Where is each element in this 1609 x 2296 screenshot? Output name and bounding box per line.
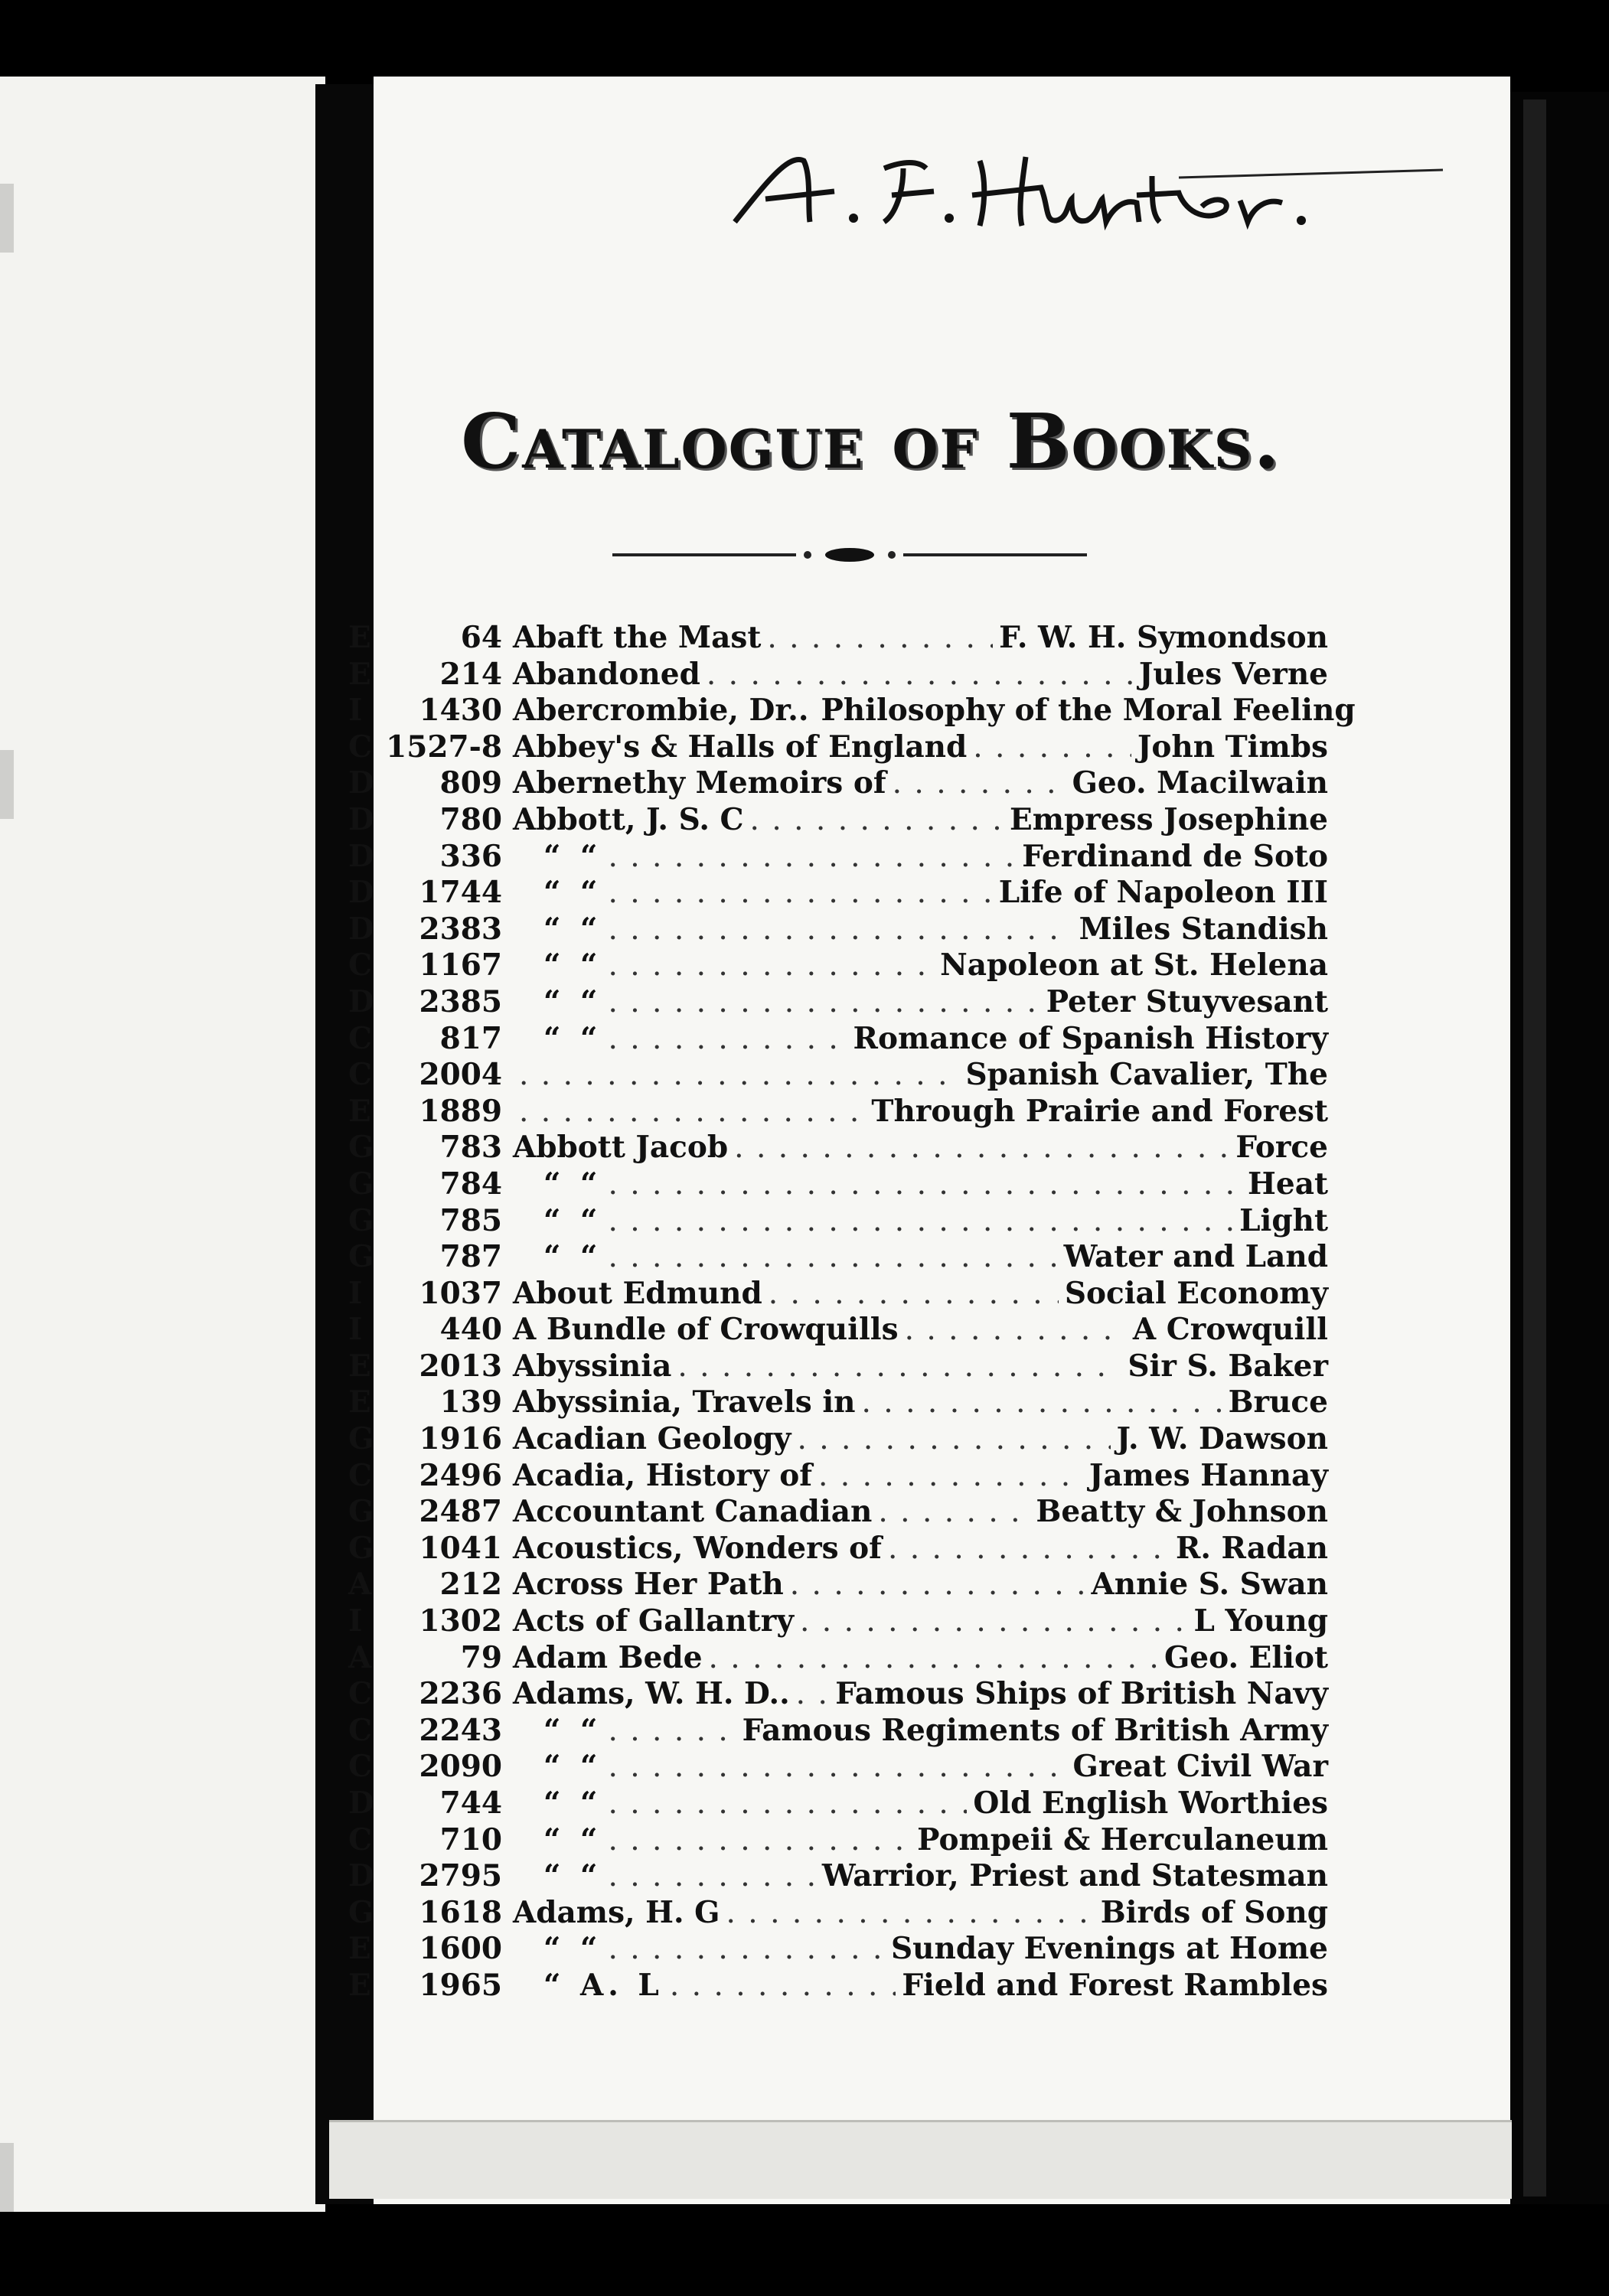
entry-title: “ “ [543, 1712, 602, 1748]
entry-number: 64 [460, 620, 502, 655]
signature-drawing [720, 138, 1454, 245]
catalogue-entry [348, 875, 1328, 912]
entry-number: 1916 [419, 1421, 502, 1457]
entry-number: 2496 [419, 1457, 502, 1493]
entry-author: Philosophy of the Moral Feeling [821, 693, 1356, 729]
entry-class-letter: G [348, 1239, 374, 1275]
entry-title: “ “ [543, 1749, 602, 1785]
entry-class-letter: D [348, 911, 374, 947]
entry-number: 2013 [419, 1348, 502, 1384]
entry-class-letter: D [348, 983, 374, 1019]
catalogue-entry [348, 1603, 1328, 1640]
entry-author: A Crowquill [1132, 1312, 1328, 1348]
catalogue-entry [348, 1494, 1328, 1531]
entry-class-letter: I [348, 693, 363, 729]
entry-author: James Hannay [1088, 1457, 1328, 1493]
entry-number: 1965 [419, 1967, 502, 2003]
entry-author: Peter Stuyvesant [1046, 983, 1328, 1019]
entry-class-letter: D [348, 801, 374, 837]
entry-title: Abercrombie, Dr.. [513, 693, 809, 729]
entry-number: 817 [439, 1020, 502, 1056]
entry-author: Geo. Macilwain [1072, 765, 1328, 801]
entry-title: Abbott, J. S. C [513, 801, 744, 837]
catalogue-entry [348, 1057, 1328, 1094]
entry-number: 2385 [419, 983, 502, 1019]
catalogue-entry [348, 947, 1328, 984]
leader-dots [888, 1531, 1170, 1566]
leader-dots [608, 840, 1016, 874]
entry-number: 785 [439, 1202, 502, 1238]
catalogue-entry [348, 1239, 1328, 1276]
entry-title: “ “ [543, 1931, 602, 1967]
leader-dots [796, 1677, 830, 1711]
leader-dots [750, 803, 1004, 837]
entry-number: 780 [439, 801, 502, 837]
catalogue-entry [348, 1858, 1328, 1895]
entry-author: Social Economy [1064, 1275, 1328, 1311]
leader-dots [608, 1823, 911, 1857]
catalogue-entry [348, 1349, 1328, 1385]
entry-number: 744 [439, 1786, 502, 1821]
catalogue-entry [348, 1276, 1328, 1313]
entry-class-letter: G [348, 1421, 374, 1457]
catalogue-entry [348, 1895, 1328, 1932]
entry-author: Miles Standish [1079, 911, 1328, 947]
entry-title: Abaft the Mast [513, 620, 762, 655]
entry-class-letter: I [348, 1312, 363, 1348]
catalogue-list [348, 620, 1356, 2004]
entry-author: Napoleon at St. Helena [940, 947, 1328, 983]
entry-author: Famous Regiments of British Army [742, 1712, 1328, 1748]
catalogue-entry [348, 1130, 1328, 1166]
entry-number: 809 [439, 765, 502, 801]
leader-dots [608, 1750, 1066, 1784]
entry-class-letter: C [348, 1712, 373, 1748]
catalogue-entry [348, 1931, 1328, 1968]
entry-number: 1041 [419, 1530, 502, 1566]
catalogue-entry [348, 1094, 1328, 1130]
entry-author: Field and Forest Rambles [902, 1967, 1328, 2003]
entry-class-letter: C [348, 947, 373, 983]
catalogue-entry [348, 1676, 1328, 1713]
leader-dots [790, 1567, 1085, 1602]
entry-class-letter: D [348, 875, 374, 911]
entry-title: About Edmund [513, 1275, 762, 1311]
leader-dots [734, 1130, 1229, 1165]
entry-class-letter: E [348, 1931, 371, 1967]
entry-title: “ “ [543, 1858, 602, 1894]
leader-dots [608, 1167, 1242, 1202]
entry-author: Through Prairie and Forest [871, 1093, 1328, 1129]
entry-number: 1600 [419, 1931, 502, 1967]
catalogue-entry [348, 839, 1328, 876]
entry-title: Acadia, History of [513, 1457, 813, 1493]
leader-dots [608, 1859, 815, 1893]
entry-author: Water and Land [1063, 1239, 1328, 1275]
entry-title: “ “ [543, 1821, 602, 1857]
page-title: Catalogue of Books. [461, 398, 1281, 486]
entry-class-letter: D [348, 1858, 374, 1894]
catalogue-entry [348, 802, 1328, 839]
leader-dots [797, 1422, 1110, 1456]
leader-dots [670, 1968, 896, 2003]
entry-number: 1744 [419, 875, 502, 911]
catalogue-entry [348, 1458, 1328, 1495]
catalogue-entry [348, 1166, 1328, 1203]
entry-class-letter: D [348, 838, 374, 874]
catalogue-entry [348, 1384, 1328, 1421]
leader-dots [677, 1349, 1121, 1384]
entry-title: Accountant Canadian [513, 1494, 873, 1530]
leader-dots [608, 1022, 847, 1056]
entry-class-letter: C [348, 1020, 373, 1056]
leader-dots [608, 876, 992, 910]
leader-dots [769, 1277, 1059, 1311]
entry-number: 783 [439, 1130, 502, 1166]
entry-class-letter: C [348, 1457, 373, 1493]
catalogue-entry [348, 1312, 1328, 1349]
catalogue-entry [348, 1822, 1328, 1859]
entry-class-letter: C [348, 1057, 373, 1093]
entry-number: 2236 [419, 1676, 502, 1712]
entry-title: “ “ [543, 911, 602, 947]
leader-dots [608, 1932, 885, 1966]
entry-title: Abandoned [513, 656, 700, 692]
entry-class-letter: C [348, 1821, 373, 1857]
entry-title: “ “ [543, 875, 602, 911]
entry-title: Acts of Gallantry [513, 1603, 794, 1639]
entry-class-letter: I [348, 1275, 363, 1311]
entry-number: 1618 [419, 1894, 502, 1930]
entry-author: Bruce [1228, 1384, 1328, 1420]
entry-author: F. W. H. Symondson [999, 620, 1328, 655]
entry-title: “ “ [543, 838, 602, 874]
catalogue-entry [348, 729, 1328, 766]
page-bottom-margin [329, 2120, 1512, 2199]
page-edge-mark [0, 2143, 14, 2212]
entry-class-letter: G [348, 1166, 374, 1202]
entry-number: 2383 [419, 911, 502, 947]
entry-title: Acoustics, Wonders of [513, 1530, 882, 1566]
entry-author: Annie S. Swan [1091, 1567, 1328, 1603]
catalogue-entry [348, 693, 1356, 729]
leader-dots [608, 912, 1072, 947]
entry-number: 2090 [419, 1749, 502, 1785]
entry-number: 1037 [419, 1275, 502, 1311]
entry-title: Adams, W. H. D.. [513, 1676, 790, 1712]
entry-author: Romance of Spanish History [853, 1020, 1328, 1056]
entry-author: Birds of Song [1100, 1894, 1328, 1930]
leader-dots [707, 657, 1133, 692]
catalogue-entry [348, 1203, 1328, 1240]
entry-number: 139 [439, 1384, 502, 1420]
entry-class-letter: C [348, 1676, 373, 1712]
facing-page [0, 77, 325, 2212]
leader-dots [709, 1641, 1158, 1675]
leader-dots [862, 1385, 1222, 1420]
entry-title: A Bundle of Crowquills [513, 1312, 899, 1348]
entry-class-letter: G [348, 1530, 374, 1566]
entry-title: Across Her Path [513, 1567, 784, 1603]
entry-title: Abbott Jacob [513, 1130, 729, 1166]
entry-author: Heat [1248, 1166, 1328, 1202]
entry-class-letter: A [348, 1639, 372, 1675]
leader-dots [726, 1896, 1095, 1930]
entry-class-letter: C [348, 1749, 373, 1785]
entry-author: Famous Ships of British Navy [835, 1676, 1328, 1712]
entry-author: Force [1235, 1130, 1328, 1166]
entry-title: “ “ [543, 1166, 602, 1202]
entry-author: Light [1239, 1202, 1328, 1238]
leader-dots [878, 1495, 1030, 1529]
leader-dots [608, 1204, 1233, 1238]
entry-class-letter: E [348, 1384, 371, 1420]
catalogue-entry [348, 1567, 1328, 1603]
entry-class-letter: G [348, 1494, 374, 1530]
entry-number: 440 [439, 1312, 502, 1348]
catalogue-entry [348, 1531, 1328, 1567]
entry-class-letter: E [348, 1348, 371, 1384]
entry-number: 1167 [419, 947, 502, 983]
entry-number: 1527-8 [386, 729, 502, 765]
entry-class-letter: C [348, 729, 373, 765]
leader-dots [608, 1240, 1057, 1274]
leader-dots [767, 621, 993, 655]
entry-title: “ “ [543, 947, 602, 983]
entry-number: 2243 [419, 1712, 502, 1748]
entry-class-letter: E [348, 620, 371, 655]
entry-number: 2004 [419, 1057, 502, 1093]
entry-title: “ “ [543, 983, 602, 1019]
entry-class-letter: D [348, 765, 374, 801]
entry-author: Life of Napoleon III [998, 875, 1328, 911]
entry-title: Abernethy Memoirs of [513, 765, 886, 801]
entry-title: “ A. L [543, 1967, 664, 2003]
entry-number: 710 [439, 1821, 502, 1857]
leader-dots [519, 1058, 959, 1092]
entry-author: Geo. Eliot [1164, 1639, 1328, 1675]
entry-author: Sunday Evenings at Home [891, 1931, 1328, 1967]
leader-dots [893, 766, 1066, 801]
catalogue-entry [348, 984, 1328, 1021]
catalogue-entry [348, 1749, 1328, 1786]
catalogue-entry [348, 1421, 1328, 1458]
entry-author: Pompeii & Herculaneum [917, 1821, 1328, 1857]
entry-class-letter: E [348, 656, 371, 692]
entry-title: Adams, H. G [513, 1894, 720, 1930]
entry-class-letter: G [348, 1894, 374, 1930]
entry-author: Warrior, Priest and Statesman [821, 1858, 1328, 1894]
catalogue-entry [348, 1713, 1328, 1750]
entry-number: 1430 [419, 693, 502, 729]
entry-number: 787 [439, 1239, 502, 1275]
entry-author: Beatty & Johnson [1036, 1494, 1328, 1530]
entry-title: Abyssinia [513, 1348, 672, 1384]
entry-number: 212 [439, 1567, 502, 1603]
catalogue-entry [348, 1640, 1328, 1677]
entry-author: Jules Verne [1138, 656, 1328, 692]
entry-class-letter: A [348, 1567, 372, 1603]
entry-author: Old English Worthies [973, 1786, 1328, 1821]
catalogue-entry [348, 620, 1328, 657]
entry-class-letter: G [348, 1202, 374, 1238]
entry-title: “ “ [543, 1020, 602, 1056]
entry-number: 336 [439, 838, 502, 874]
entry-class-letter: D [348, 1786, 374, 1821]
leader-dots [973, 730, 1131, 765]
catalogue-entry [348, 1786, 1328, 1822]
entry-title: Acadian Geology [513, 1421, 791, 1457]
right-page-edge-inner [1523, 99, 1546, 2197]
entry-title: Abbey's & Halls of England [513, 729, 968, 765]
entry-title: “ “ [543, 1202, 602, 1238]
entry-number: 1889 [419, 1093, 502, 1129]
catalogue-entry [348, 1968, 1328, 2004]
leader-dots [800, 1604, 1188, 1639]
entry-number: 2795 [419, 1858, 502, 1894]
entry-number: 1302 [419, 1603, 502, 1639]
leader-dots [608, 948, 934, 983]
entry-class-letter: I [348, 1603, 363, 1639]
entry-title: Adam Bede [513, 1639, 703, 1675]
entry-number: 784 [439, 1166, 502, 1202]
leader-dots [608, 985, 1039, 1019]
entry-title: Abyssinia, Travels in [513, 1384, 856, 1420]
catalogue-entry [348, 765, 1328, 802]
entry-number: 79 [460, 1639, 502, 1675]
entry-author: Great Civil War [1072, 1749, 1328, 1785]
entry-author: Ferdinand de Soto [1022, 838, 1328, 874]
page-edge-mark [0, 750, 14, 819]
catalogue-entry [348, 912, 1328, 948]
entry-class-letter: G [348, 1130, 374, 1166]
leader-dots [608, 1714, 736, 1748]
catalogue-entry [348, 657, 1328, 693]
entry-class-letter: E [348, 1967, 371, 2003]
entry-number: 214 [439, 656, 502, 692]
leader-dots [608, 1786, 967, 1821]
handwritten-signature [720, 138, 1454, 245]
entry-author: Empress Josephine [1010, 801, 1328, 837]
catalogue-entry [348, 1021, 1328, 1058]
entry-author: J. W. Dawson [1116, 1421, 1328, 1457]
entry-author: L Young [1193, 1603, 1328, 1639]
entry-author: Sir S. Baker [1128, 1348, 1328, 1384]
entry-title: “ “ [543, 1786, 602, 1821]
leader-dots [519, 1094, 865, 1129]
entry-author: John Timbs [1137, 729, 1328, 765]
title-ornament [605, 540, 1095, 570]
entry-title: “ “ [543, 1239, 602, 1275]
leader-dots [818, 1459, 1083, 1493]
entry-class-letter: E [348, 1093, 371, 1129]
entry-author: Spanish Cavalier, The [965, 1057, 1328, 1093]
entry-number: 2487 [419, 1494, 502, 1530]
page-edge-mark [0, 184, 14, 253]
entry-author: R. Radan [1175, 1530, 1328, 1566]
leader-dots [905, 1313, 1127, 1347]
